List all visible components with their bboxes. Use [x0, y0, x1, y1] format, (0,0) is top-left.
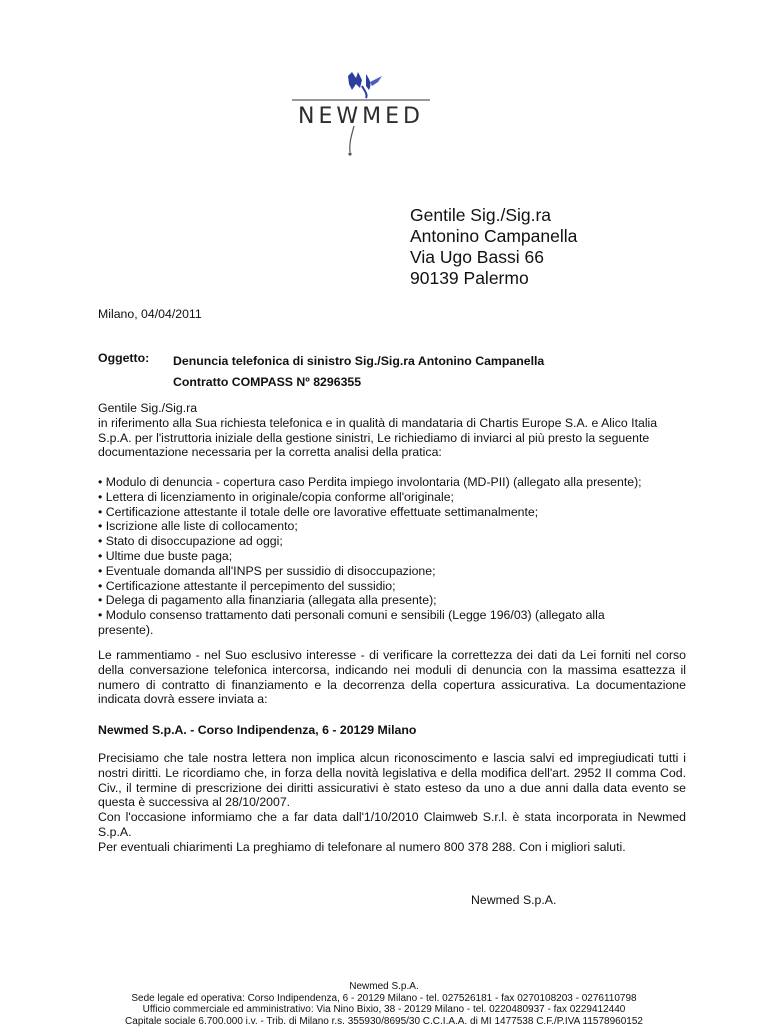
greeting: Gentile Sig./Sig.ra: [98, 401, 686, 416]
recipient-salutation: Gentile Sig./Sig.ra: [410, 205, 577, 226]
newmed-logo: [286, 68, 436, 164]
list-item: • Modulo di denuncia - copertura caso Perdita impiego involontaria (MD-PII) (allegato alla presente);: [98, 475, 686, 490]
place-date: Milano, 04/04/2011: [98, 307, 686, 322]
list-item: • Iscrizione alle liste di collocamento;: [98, 519, 686, 534]
list-item: • Delega di pagamento alla finanziaria (allegata alla presente);: [98, 593, 686, 608]
intro-line: S.p.A. per l'istruttoria iniziale della gestione sinistri, Le richiediamo di inviarci al più presto la seguente: [98, 431, 686, 446]
signature: Newmed S.p.A.: [471, 893, 556, 907]
recipient-address: [410, 205, 577, 289]
intro-line: documentazione necessaria per la corretta analisi della pratica:: [98, 445, 686, 460]
incorporation-note: Con l'occasione informiamo che a far data dall'1/10/2010 Claimweb S.r.l. è stata incorporata in Newmed S.p.A.: [98, 810, 686, 840]
footer: [0, 981, 768, 1027]
list-item: • Ultime due buste paga;: [98, 549, 686, 564]
list-item: • Certificazione attestante il percepimento del sussidio;: [98, 579, 686, 594]
footer-commercial-office: Ufficio commerciale ed amministrativo: Via Nino Bixio, 38 - 20129 Milano - tel. 0220480937 - fax 0229412440: [0, 1004, 768, 1016]
footer-company: Newmed S.p.A.: [0, 981, 768, 993]
subject-line-2: Contratto COMPASS Nº 8296355: [173, 372, 544, 393]
document-list: [98, 475, 686, 638]
subject-label: Oggetto:: [98, 351, 149, 365]
intro-line: in riferimento alla Sua richiesta telefonica e in qualità di mandataria di Chartis Europe S.A. e Alico Italia: [98, 416, 686, 431]
intro-block: [98, 401, 686, 460]
list-item: • Stato di disoccupazione ad oggi;: [98, 534, 686, 549]
list-item: • Eventuale domanda all'INPS per sussidio di disoccupazione;: [98, 564, 686, 579]
recipient-name: Antonino Campanella: [410, 226, 577, 247]
list-item: presente).: [98, 623, 686, 638]
closing-paragraph: Precisiamo che tale nostra lettera non implica alcun riconoscimento e lascia salvi ed impregiudicati tutti i nostri diritti. Le ricordiamo che, in forza della novità legislativa e della modifica dell'art. 2952 II comma Cod. Civ., il termine di prescrizione dei diritti assicurativi è stato esteso da uno a due anni dalla data evento se questa è successiva al 28/10/2007.: [98, 751, 686, 810]
subject-lines: [173, 351, 544, 393]
send-to-address: Newmed S.p.A. - Corso Indipendenza, 6 - 20129 Milano: [98, 723, 686, 738]
final-line: Per eventuali chiarimenti La preghiamo di telefonare al numero 800 378 288. Con i migliori saluti.: [98, 840, 686, 855]
recipient-street: Via Ugo Bassi 66: [410, 247, 577, 268]
subject-line-1: Denuncia telefonica di sinistro Sig./Sig.ra Antonino Campanella: [173, 351, 544, 372]
footer-legal-office: Sede legale ed operativa: Corso Indipendenza, 6 - 20129 Milano - tel. 027526181 - fax 0270108203 - 0276110798: [0, 993, 768, 1005]
list-item: • Lettera di licenziamento in originale/copia conforme all'originale;: [98, 490, 686, 505]
footer-capital: Capitale sociale 6.700.000 i.v. - Trib. di Milano r.s. 355930/8695/30 C.C.I.A.A. di MI 1477538 C.F./P.IVA 11578960152: [0, 1016, 768, 1027]
logo-wordmark: NEWMED: [290, 104, 432, 129]
list-item: • Modulo consenso trattamento dati personali comuni e sensibili (Legge 196/03) (allegato alla: [98, 608, 686, 623]
list-item: • Certificazione attestante il totale delle ore lavorative effettuate settimanalmente;: [98, 505, 686, 520]
reminder-paragraph: Le rammentiamo - nel Suo esclusivo interesse - di verificare la correttezza dei dati da Lei forniti nel corso della conversazione telefonica intercorsa, indicando nei moduli di denuncia con la massima esattezza il numero di contratto di finanziamento e la decorrenza della copertura assicurativa. La documentazione indicata dovrà essere inviata a:: [98, 648, 686, 707]
closing-block: [98, 751, 686, 855]
recipient-city: 90139 Palermo: [410, 268, 577, 289]
